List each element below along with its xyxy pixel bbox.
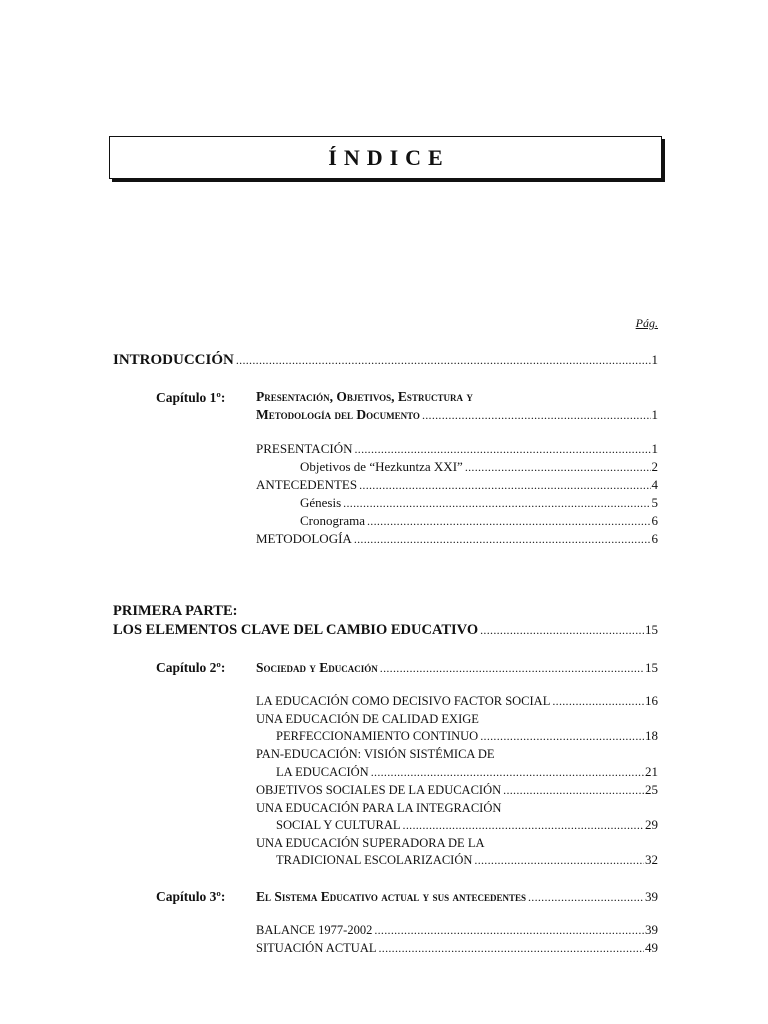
toc-entry-text: TRADICIONAL ESCOLARIZACIÓN [276, 853, 473, 867]
chapter-label: Capítulo 2º: [156, 660, 226, 675]
toc-entry-text: UNA EDUCACIÓN PARA LA INTEGRACIÓN [256, 801, 502, 815]
toc-entry-text: UNA EDUCACIÓN SUPERADORA DE LA [256, 836, 485, 850]
toc-page-number: 32 [645, 852, 658, 867]
toc-page-number: 15 [645, 622, 658, 637]
toc-entry-text: SITUACIÓN ACTUAL [256, 941, 377, 955]
toc-entry-text: METODOLOGÍA [256, 531, 352, 546]
toc-entry[interactable] [256, 692, 658, 710]
dot-leader [528, 888, 644, 906]
dot-leader [380, 659, 644, 677]
toc-page-number: 1 [651, 441, 658, 456]
toc-entry[interactable] [256, 530, 658, 548]
toc-entry[interactable] [276, 851, 658, 869]
toc-entry-introduccion[interactable] [113, 351, 658, 369]
dot-leader [403, 816, 644, 834]
toc-entry-text: PAN-EDUCACIÓN: VISIÓN SISTÉMICA DE [256, 747, 495, 761]
toc-entry-chapter-3[interactable] [156, 888, 658, 906]
toc-entry-text: OBJETIVOS SOCIALES DE LA EDUCACIÓN [256, 783, 502, 797]
dot-leader [480, 727, 644, 745]
toc-page-number: 1 [651, 407, 658, 422]
dot-leader [359, 476, 650, 494]
toc-entry-text: ANTECEDENTES [256, 477, 358, 492]
toc-page-number: 39 [645, 889, 658, 904]
toc-entry-text: BALANCE 1977-2002 [256, 923, 373, 937]
toc-entry-text: UNA EDUCACIÓN DE CALIDAD EXIGE [256, 712, 479, 726]
toc-page-number: 4 [651, 477, 658, 492]
toc-page-number: 18 [645, 728, 658, 743]
dot-leader [371, 763, 644, 781]
toc-page-number: 6 [651, 531, 658, 546]
chapter-title: Metodología del Documento [256, 407, 420, 422]
toc-entry[interactable] [256, 921, 658, 939]
toc-entry[interactable] [256, 939, 658, 957]
toc-page-number: 16 [645, 693, 658, 708]
toc-entry[interactable] [300, 458, 658, 476]
page-column-label: Pág. [635, 316, 658, 330]
dot-leader [367, 512, 651, 530]
toc-entry[interactable] [300, 494, 658, 512]
title-box [109, 136, 662, 179]
toc-entry-text: PRESENTACIÓN [256, 441, 353, 456]
toc-entry[interactable] [276, 727, 658, 745]
toc-entry-text: PERFECCIONAMIENTO CONTINUO [276, 729, 479, 743]
chapter-title: Presentación, Objetivos, Estructura y [256, 389, 473, 404]
page-title: ÍNDICE [328, 144, 450, 170]
chapter-title: El Sistema Educativo actual y sus antecedentes [256, 889, 526, 904]
dot-leader [503, 781, 644, 799]
toc-entry[interactable] [256, 440, 658, 458]
dot-leader [374, 921, 644, 939]
dot-leader [343, 494, 650, 512]
chapter-label: Capítulo 3º: [156, 889, 226, 904]
toc-entry-text: LA EDUCACIÓN [276, 765, 369, 779]
dot-leader [465, 458, 651, 476]
toc-page-number: 5 [651, 495, 658, 510]
toc-entry[interactable] [300, 512, 658, 530]
toc-page-number: 2 [651, 459, 658, 474]
toc-page-number: 15 [645, 660, 658, 675]
chapter-label: Capítulo 1º: [156, 390, 226, 405]
toc-page-number: 6 [651, 513, 658, 528]
part-heading: PRIMERA PARTE: [113, 603, 238, 619]
toc-page-number: 39 [645, 922, 658, 937]
toc-page-number: 29 [645, 817, 658, 832]
toc-entry-part-1[interactable] [113, 621, 658, 639]
toc-entry-text: Objetivos de “Hezkuntza XXI” [300, 459, 463, 474]
dot-leader [474, 851, 644, 869]
toc-entry-text: LA EDUCACIÓN COMO DECISIVO FACTOR SOCIAL [256, 694, 551, 708]
toc-entry-chapter-1[interactable] [256, 406, 658, 424]
chapter-title: Sociedad y Educación [256, 660, 378, 675]
toc-page-number: 25 [645, 782, 658, 797]
toc-entry[interactable] [256, 781, 658, 799]
toc-entry-text: Génesis [300, 495, 342, 510]
dot-leader [480, 621, 644, 639]
toc-entry-text: SOCIAL Y CULTURAL [276, 818, 401, 832]
dot-leader [354, 530, 651, 548]
toc-entry-text: INTRODUCCIÓN [113, 352, 234, 368]
toc-entry[interactable] [276, 816, 658, 834]
dot-leader [422, 406, 651, 424]
dot-leader [378, 939, 644, 957]
toc-page-number: 1 [651, 352, 658, 367]
dot-leader [236, 351, 651, 369]
toc-page-number: 49 [645, 940, 658, 955]
part-title: LOS ELEMENTOS CLAVE DEL CAMBIO EDUCATIVO [113, 622, 479, 638]
toc-entry[interactable] [256, 476, 658, 494]
dot-leader [552, 692, 644, 710]
dot-leader [354, 440, 650, 458]
toc-entry-text: Cronograma [300, 513, 365, 528]
toc-page-number: 21 [645, 764, 658, 779]
toc-entry[interactable] [276, 763, 658, 781]
toc-entry-chapter-2[interactable] [156, 659, 658, 677]
